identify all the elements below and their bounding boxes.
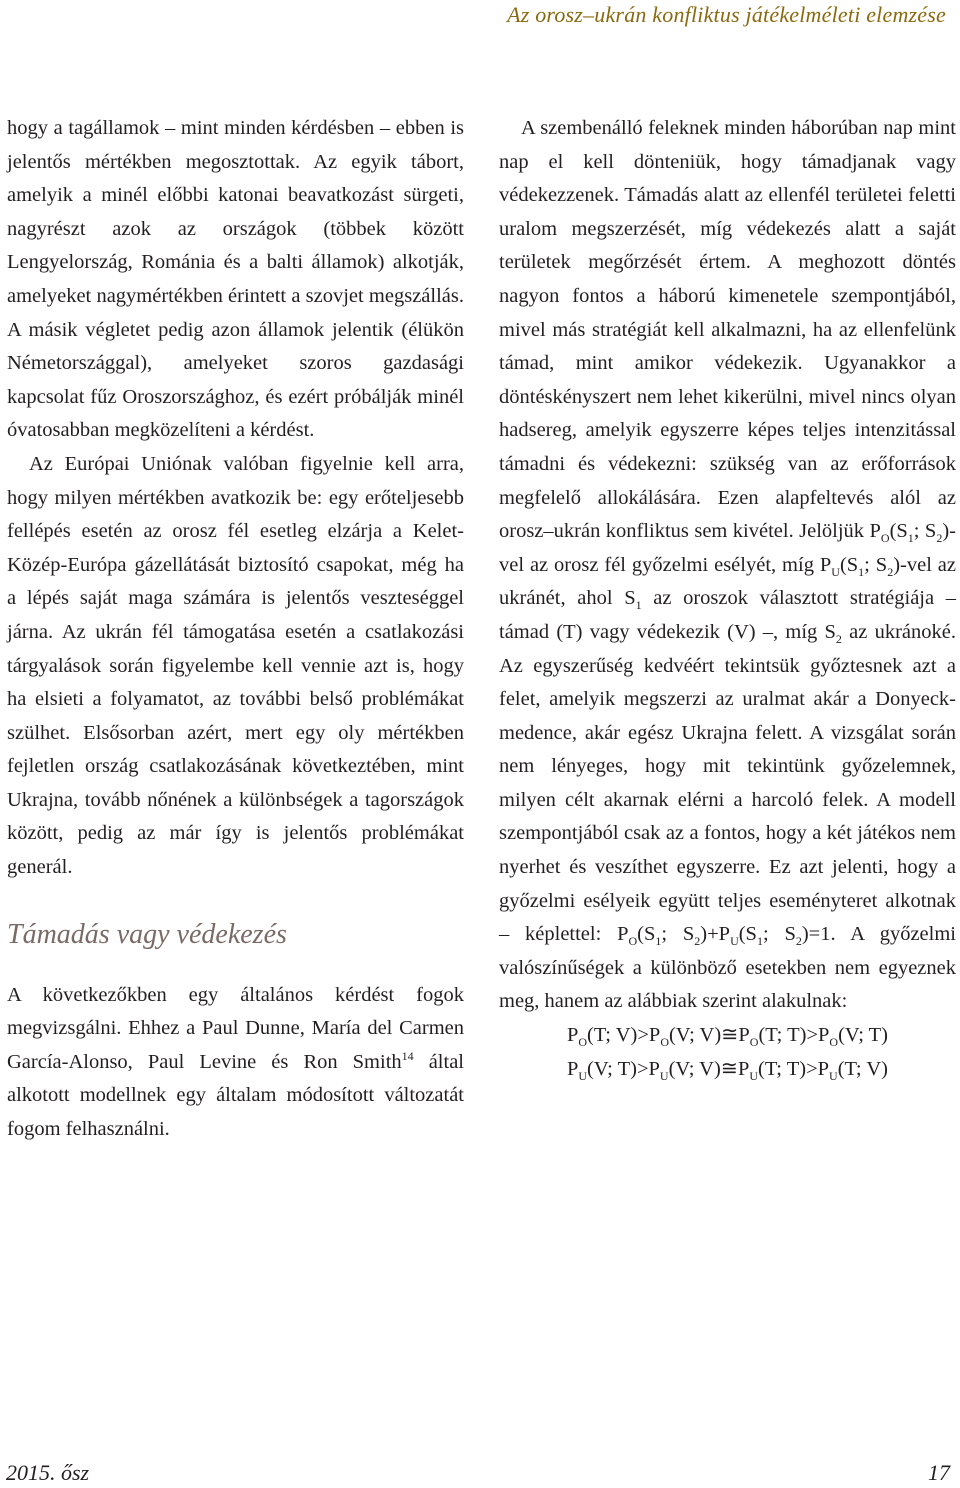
subscript: 1 bbox=[907, 531, 914, 546]
body-paragraph bbox=[499, 112, 956, 1019]
formula-part: (V; V)≅P bbox=[668, 1024, 750, 1047]
text-run: (S bbox=[738, 923, 757, 946]
formula-part: (T; T)>P bbox=[758, 1024, 830, 1047]
subscript: 2 bbox=[887, 564, 894, 579]
text-run: az oroszok választott stratégiája – támad (T) vagy védekezik (V) –, míg S bbox=[499, 587, 957, 643]
paragraph-text: által alkotott modellnek egy általam módosított változatát fogom felhasználni. bbox=[7, 1050, 464, 1141]
subscript: U bbox=[749, 1068, 759, 1083]
subscript: O bbox=[749, 1035, 759, 1050]
formula-ukrainian bbox=[499, 1053, 956, 1087]
footnote-ref[interactable]: 14 bbox=[401, 1049, 414, 1064]
formula-part: (T; V) bbox=[837, 1057, 889, 1080]
page-number: 17 bbox=[928, 1460, 950, 1485]
subscript: 1 bbox=[858, 564, 865, 579]
text-run: (S bbox=[839, 553, 859, 576]
subscript: 1 bbox=[655, 934, 662, 949]
subscript: U bbox=[659, 1068, 669, 1083]
body-paragraph: hogy a tagállamok – mint minden kérdésben – ebben is jelentős mértékben megosztottak. Az egyik tábort, amelyik a minél előbbi katonai beavatkozást sürgeti, nagyrészt azok az országok (többek között Lengyelország, Románia és a balti államok) alkotják, amelyeket nagymértékben érintett a szovjet megszállás. A másik végletet pedig azon államok jelentik (élükön Németországgal), amelyeket szoros gazdasági kapcsolat fűz Oroszországhoz, és ezért próbálják minél óvatosabban megközelíteni a kérdést. bbox=[7, 117, 464, 442]
subscript: U bbox=[829, 1068, 838, 1083]
text-run: )-vel az ukránét, ahol S bbox=[499, 553, 956, 610]
body-paragraph bbox=[7, 979, 464, 1147]
text-run: (S bbox=[637, 923, 656, 946]
subscript: 2 bbox=[694, 934, 701, 949]
subscript: 1 bbox=[635, 598, 642, 613]
section-heading: Támadás vagy védekezés bbox=[7, 918, 287, 950]
subscript: 1 bbox=[756, 934, 763, 949]
text-run: (S bbox=[889, 520, 908, 543]
subscript: U bbox=[578, 1068, 588, 1083]
subscript: O bbox=[660, 1035, 669, 1050]
formula-part: (V; T) bbox=[838, 1024, 889, 1047]
running-head-title: Az orosz–ukrán konfliktus játékelméleti elemzése bbox=[507, 2, 946, 27]
subscript: 2 bbox=[835, 632, 842, 646]
text-run: )-vel az orosz fél győzelmi esélyét, míg P bbox=[499, 520, 956, 576]
text-run: ; S bbox=[864, 553, 888, 576]
subscript: 2 bbox=[936, 531, 943, 546]
right-column bbox=[499, 112, 956, 1086]
formula-part: (V; V)≅P bbox=[668, 1057, 750, 1080]
body-paragraph: Az Európai Uniónak valóban figyelnie kell arra, hogy milyen mértékben avatkozik be: egy erőteljesebb fellépés esetén az orosz fél esetleg elzárja a Kelet-Közép-Európa gázellátását biztosító csapokat, még ha a lépés saját maga számára is jelentős veszteséggel járna. Az ukrán fél támogatása esetén a csatlakozási tárgyalások során figyelembe kell vennie azt is, hogy ha elsieti a folyamatot, az további belső problémákat szülhet. Elsősorban azért, mert egy oly mértékben fejletlen ország csatlakozásának következtében, mint Ukrajna, tovább nőnének a különbségek a tagországok között, pedig az már így is jelentős problémákat generál. bbox=[7, 452, 464, 879]
formula-part: (T; T)>P bbox=[758, 1057, 830, 1080]
formula-part: (V; T)>P bbox=[587, 1057, 660, 1080]
subscript: O bbox=[628, 934, 638, 949]
symbol-p: P bbox=[566, 1024, 579, 1047]
left-column bbox=[7, 112, 464, 1147]
subscript: O bbox=[829, 1035, 839, 1050]
text-run: A szembenálló feleknek minden háborúban nap mint nap el kell dönteniük, hogy támadjanak vagy védekezzenek. Támadás alatt az ellenfél területei feletti uralom megszerzését, míg védekezés alatt a saját területek megőrzését értem. A meghozott döntés nagyon fontos a háború kimenetele szempontjából, mivel más stratégiát kell alkalmazni, ha az ellenfelünk támad, mint amikor védekezik. Ugyanakkor a döntéskényszert nem lehet kikerülni, mivel nincs olyan hadsereg, amelyik egyszerre képes teljes intenzitással támadni és védekezni: szükség van az erőforrások megfelelő allokálására. Ezen alapfeltevés alól az orosz–ukrán konfliktus sem kivétel. Jelöljük P bbox=[499, 117, 956, 543]
subscript: 2 bbox=[795, 934, 802, 949]
text-run: ; S bbox=[762, 923, 796, 946]
paragraph-text: A következőkben egy általános kérdést fogok megvizsgálni. Ehhez a Paul Dunne, María del Carmen García-Alonso, Paul Levine és Ron Smith bbox=[7, 983, 464, 1073]
text-run: )=1. A győzelmi valószínűségek a különböző esetekben nem egyeznek meg, hanem az alábbiak szerint alakulnak: bbox=[499, 923, 956, 1013]
text-run: ; S bbox=[661, 923, 695, 946]
subscript: O bbox=[880, 531, 890, 546]
text-run: ; S bbox=[913, 520, 937, 543]
subscript: O bbox=[578, 1035, 588, 1050]
symbol-p: P bbox=[566, 1057, 579, 1080]
subscript: U bbox=[730, 934, 739, 949]
issue-label: 2015. ősz bbox=[6, 1460, 90, 1485]
text-run: az ukránoké. Az egyszerűség kedvéért tekintsük győztesnek azt a felet, amelyik megszerzi az uralmat akár a Donyeck-medence, akár egész Ukrajna felett. A vizsgálat során nem lényeges, hogy mit tekintünk győzelemnek, milyen célt akarnak elérni a harcoló felek. A modell szempontjából csak az a fontos, hogy a két játékos nem nyerhet és veszíthet egyszerre. Ez azt jelenti, hogy a győzelmi esélyeik együtt teljes eseményteret alkotnak – képlettel: P bbox=[499, 620, 956, 946]
formula-russian bbox=[499, 1019, 956, 1053]
subscript: U bbox=[831, 564, 840, 579]
text-run: )+P bbox=[700, 923, 731, 946]
formula-part: (T; V)>P bbox=[587, 1024, 661, 1047]
